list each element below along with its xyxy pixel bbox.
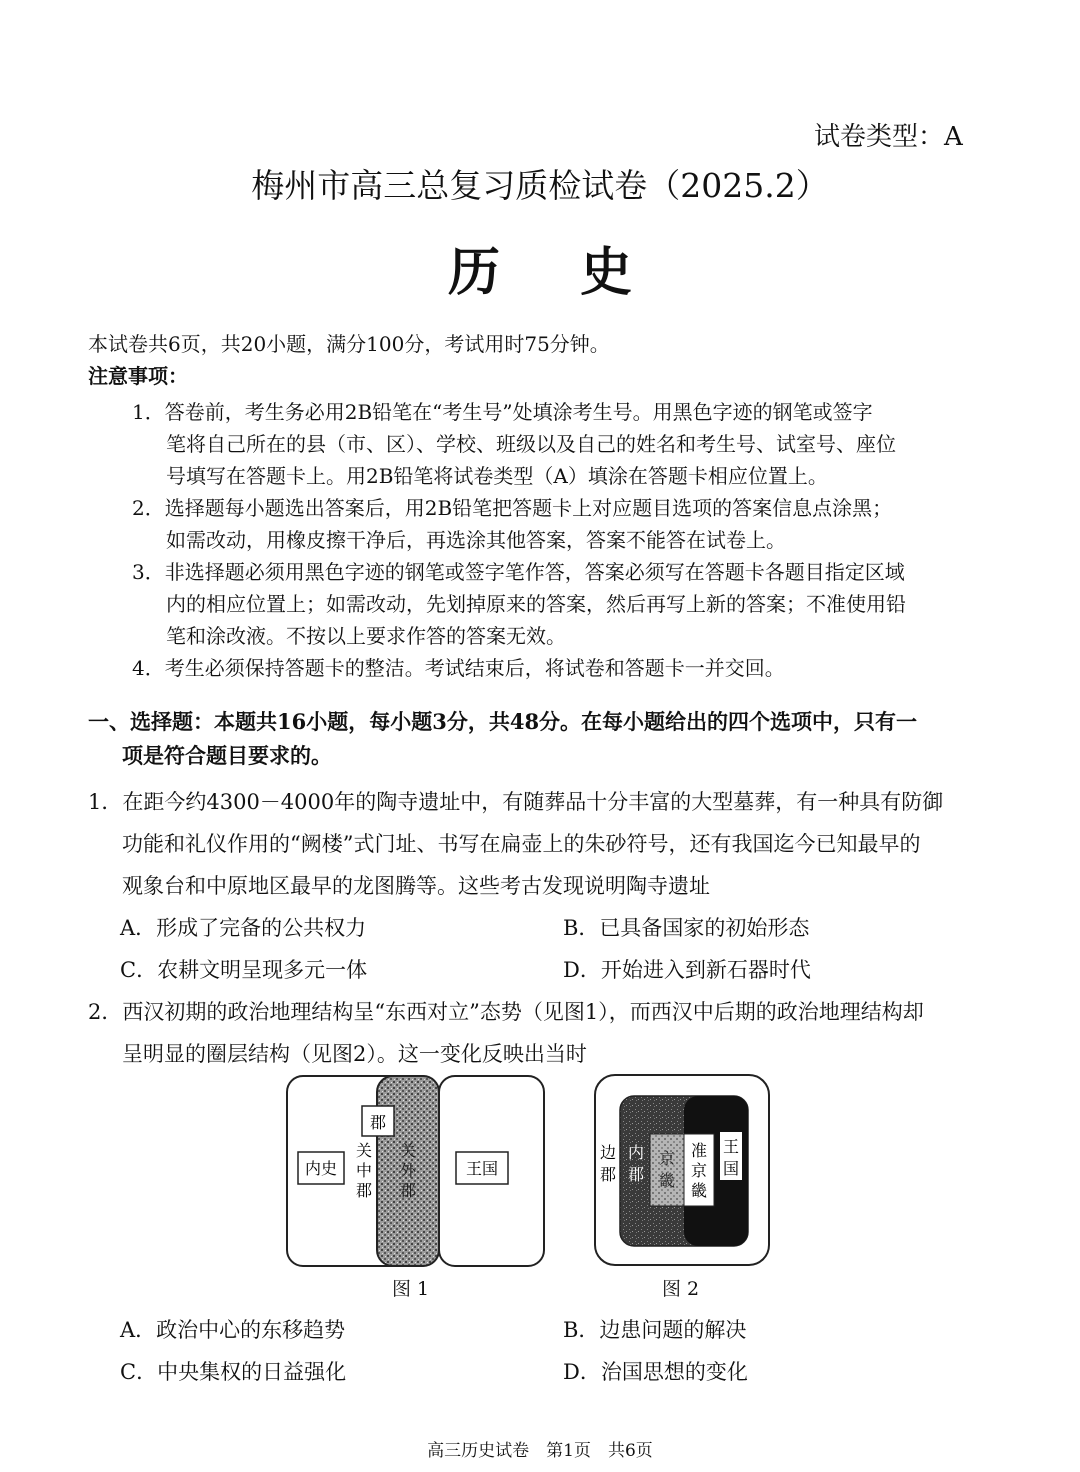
fig2-zhun-c1: 准	[690, 1141, 708, 1160]
fig1-guanzhong-c1: 关	[355, 1141, 373, 1160]
notice-line: 2．选择题每小题选出答案后，用2B铅笔把答题卡上对应题目选项的答案信息点涂黑；	[132, 496, 893, 520]
figure-1-caption: 图 1	[392, 1278, 430, 1300]
q1-option-d: D．开始进入到新石器时代	[563, 958, 811, 982]
q2-option-a: A．政治中心的东移趋势	[120, 1318, 346, 1342]
fig2-jingji-region	[650, 1134, 684, 1206]
fig1-neishi-label: 内史	[304, 1159, 338, 1178]
section-heading-cont: 项是符合题目要求的。	[122, 743, 332, 768]
fig2-jingji-c1: 京	[658, 1149, 676, 1168]
notice-heading: 注意事项：	[88, 364, 188, 388]
figure-2-caption: 图 2	[662, 1278, 700, 1300]
question-2-line: 2．西汉初期的政治地理结构呈“东西对立”态势（见图1），而西汉中后期的政治地理结构却	[88, 1000, 924, 1024]
fig1-guanwai-c1: 关	[399, 1141, 417, 1160]
figure-1-diagram	[282, 1072, 552, 1272]
fig1-guanwai-c3: 郡	[399, 1181, 417, 1200]
exam-intro: 本试卷共6页，共20小题，满分100分，考试用时75分钟。	[88, 332, 610, 356]
fig2-wangguo-c2: 国	[722, 1159, 740, 1178]
notice-line: 号填写在答题卡上。用2B铅笔将试卷类型（A）填涂在答题卡相应位置上。	[166, 464, 828, 488]
fig2-zhun-c2: 京	[690, 1161, 708, 1180]
notice-line: 如需改动，用橡皮擦干净后，再选涂其他答案，答案不能答在试卷上。	[166, 528, 786, 552]
fig2-zhun-c3: 畿	[690, 1181, 708, 1200]
q1-option-c: C．农耕文明呈现多元一体	[120, 958, 368, 982]
fig2-bianjun-c2: 郡	[599, 1165, 617, 1184]
fig1-guanzhong-c2: 中	[355, 1161, 373, 1180]
fig2-jingji-c2: 畿	[658, 1171, 676, 1190]
page-footer: 高三历史试卷 第1页 共6页	[427, 1441, 653, 1461]
fig2-neijun-c1: 内	[627, 1143, 645, 1162]
subject-title: 历史	[447, 242, 712, 303]
exam-title: 梅州市高三总复习质检试卷（2025.2）	[251, 166, 829, 205]
question-1-line: 观象台和中原地区最早的龙图腾等。这些考古发现说明陶寺遗址	[122, 874, 710, 898]
question-1-line: 1．在距今约4300－4000年的陶寺遗址中，有随葬品十分丰富的大型墓葬，有一种具有防御	[88, 790, 944, 814]
notice-line: 笔将自己所在的县（市、区）、学校、班级以及自己的姓名和考生号、试室号、座位	[166, 432, 896, 456]
paper-type-label: 试卷类型：A	[814, 122, 963, 152]
fig2-bianjun-c1: 边	[599, 1143, 617, 1162]
fig1-guanwai-c2: 外	[399, 1161, 417, 1180]
fig1-jun-label: 郡	[369, 1113, 387, 1132]
q2-option-c: C．中央集权的日益强化	[120, 1360, 347, 1384]
fig1-wangguo-label: 王国	[465, 1159, 499, 1178]
notice-line: 4．考生必须保持答题卡的整洁。考试结束后，将试卷和答题卡一并交回。	[132, 656, 785, 680]
q1-option-a: A．形成了完备的公共权力	[120, 916, 367, 940]
question-1-line: 功能和礼仪作用的“阙楼”式门址、书写在扁壶上的朱砂符号，还有我国迄今已知最早的	[122, 832, 921, 856]
q2-option-b: B．边患问题的解决	[563, 1318, 747, 1342]
question-2-line: 呈明显的圈层结构（见图2）。这一变化反映出当时	[122, 1042, 587, 1066]
fig2-neijun-c2: 郡	[627, 1165, 645, 1184]
q2-option-d: D．治国思想的变化	[563, 1360, 748, 1384]
section-heading: 一、选择题：本题共16小题，每小题3分，共48分。在每小题给出的四个选项中，只有一	[88, 709, 918, 734]
fig1-guanzhong-c3: 郡	[355, 1181, 373, 1200]
notice-line: 1．答卷前，考生务必用2B铅笔在“考生号”处填涂考生号。用黑色字迹的钢笔或签字	[132, 400, 873, 424]
figure-2-diagram	[592, 1072, 774, 1268]
fig2-wangguo-c1: 王	[722, 1137, 740, 1156]
notice-line: 笔和涂改液。不按以上要求作答的答案无效。	[166, 624, 566, 648]
notice-line: 内的相应位置上；如需改动，先划掉原来的答案，然后再写上新的答案；不准使用铅	[166, 592, 906, 616]
notice-line: 3．非选择题必须用黑色字迹的钢笔或签字笔作答，答案必须写在答题卡各题目指定区域	[132, 560, 905, 584]
q1-option-b: B．已具备国家的初始形态	[563, 916, 810, 940]
